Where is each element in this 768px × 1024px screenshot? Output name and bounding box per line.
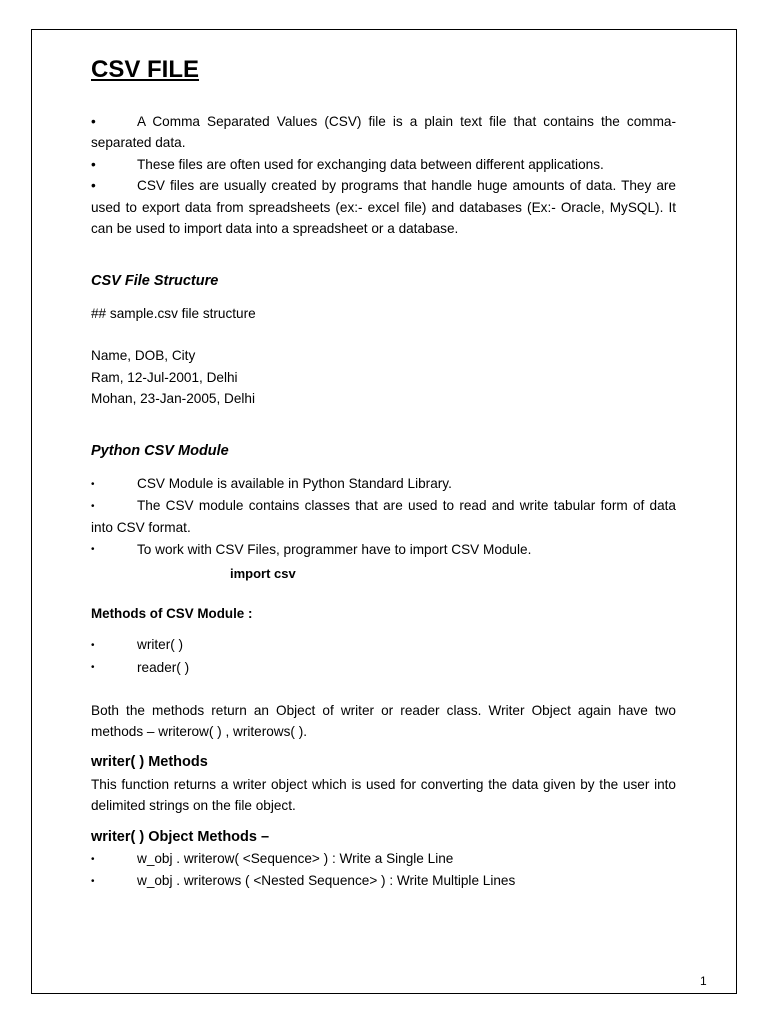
intro-bullet-3: • CSV files are usually created by programs that handle huge amounts of data. They are used to export data from spreadsheets (ex:- excel file) and databases (Ex:- Oracle, MySQL). It can be used to import data into a spreadsheet or a database. <box>91 175 676 239</box>
writer-object-method-item: • w_obj . writerow( <Sequence> ) : Write a Single Line <box>91 848 676 870</box>
module-heading: Python CSV Module <box>91 443 229 460</box>
structure-heading: CSV File Structure <box>91 273 219 290</box>
bullet-icon: • <box>91 853 95 865</box>
structure-comment: ## sample.csv file structure <box>91 305 256 321</box>
methods-description: Both the methods return an Object of writer or reader class. Writer Object again have two methods – writerow( ) , writerows( ). <box>91 702 676 740</box>
bullet-icon: • <box>91 640 95 652</box>
bullet-icon: • <box>91 544 95 556</box>
bullet-icon: • <box>91 875 95 887</box>
document-content <box>91 50 676 892</box>
bullet-icon: • <box>91 500 95 512</box>
intro-bullet-1: • A Comma Separated Values (CSV) file is a plain text file that contains the comma-separated data. <box>91 111 676 154</box>
csv-row: Ram, 12-Jul-2001, Delhi <box>91 369 238 385</box>
method-item: • reader( ) <box>91 657 676 679</box>
page-title: CSV FILE <box>91 56 200 83</box>
bullet-icon: • <box>91 156 96 172</box>
csv-row: Mohan, 23-Jan-2005, Delhi <box>91 391 255 407</box>
bullet-icon: • <box>91 178 96 194</box>
bullet-icon: • <box>91 478 95 490</box>
intro-bullet-2: • These files are often used for exchanging data between different applications. <box>91 154 676 175</box>
method-item: • writer( ) <box>91 634 676 656</box>
import-code: import csv <box>230 565 296 581</box>
bullet-icon: • <box>91 662 95 674</box>
module-bullet-3: • To work with CSV Files, programmer have to import CSV Module. <box>91 539 676 561</box>
writer-object-methods-heading: writer( ) Object Methods – <box>91 828 270 845</box>
module-bullet-2: • The CSV module contains classes that are used to read and write tabular form of data into CSV format. <box>91 495 676 539</box>
module-bullet-1: • CSV Module is available in Python Standard Library. <box>91 473 676 495</box>
csv-row: Name, DOB, City <box>91 348 196 364</box>
bullet-icon: • <box>91 114 96 129</box>
page-number: 1 <box>700 974 707 988</box>
writer-object-method-item: • w_obj . writerows ( <Nested Sequence> ) : Write Multiple Lines <box>91 870 676 892</box>
writer-methods-heading: writer( ) Methods <box>91 754 208 771</box>
writer-methods-description: This function returns a writer object which is used for converting the data given by the user into delimited strings on the file object. <box>91 776 676 814</box>
methods-label: Methods of CSV Module : <box>91 606 253 622</box>
